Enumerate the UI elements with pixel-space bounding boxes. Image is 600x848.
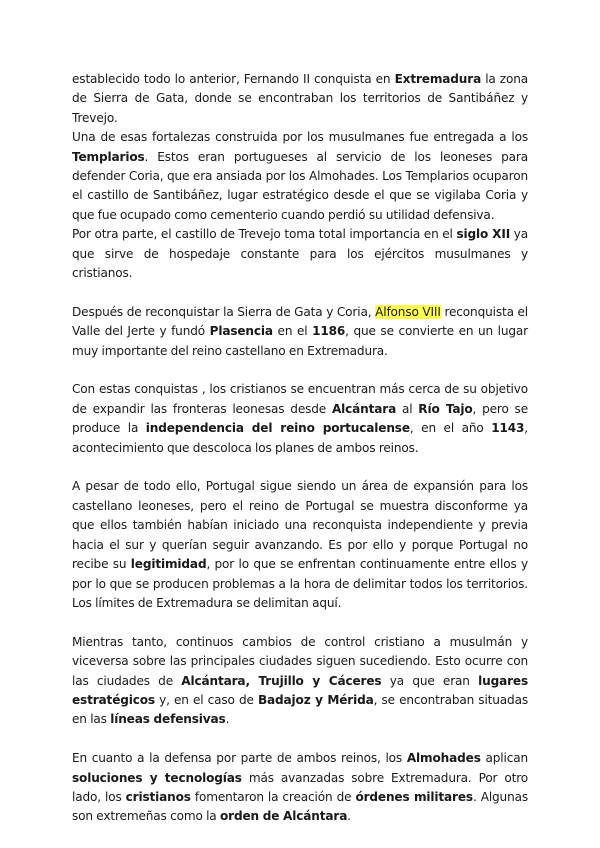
paragraph-p8 <box>72 749 528 827</box>
text-run: , en el año <box>409 421 492 436</box>
bold-text: Alcántara <box>331 401 397 416</box>
bold-text: legitimidad <box>130 557 207 572</box>
document-body <box>72 70 528 827</box>
text-run: , por lo que se enfrentan continuamente entre ellos y por lo que se producen problemas a la hora de delimitar todos los territorios. Los límites de Extremadura se delimitan aquí. <box>72 557 529 610</box>
text-run: En cuanto a la defensa por parte de ambos reinos, los <box>72 751 407 766</box>
text-run: Mientras tanto, continuos cambios de control cristiano a musulmán y viceversa sobre las principales ciudades siguen sucediendo. Esto ocurre con las ciudades de <box>72 634 528 688</box>
highlighted-text: Alfonso VIII <box>375 304 441 319</box>
bold-text: independencia del reino portucalense <box>145 421 410 436</box>
bold-text: orden de Alcántara <box>219 809 348 824</box>
text-run: Por otra parte, el castillo de Trevejo toma total importancia en el <box>72 227 457 242</box>
bold-text: soluciones y tecnologías <box>72 770 242 785</box>
paragraph-p1 <box>72 70 528 128</box>
bold-text: Río Tajo <box>418 401 473 416</box>
bold-text: 1143 <box>491 421 525 436</box>
text-run: , acontecimiento que descoloca los planes de ambos reinos. <box>72 421 528 455</box>
text-run: , que se convierte en un lugar muy importante del reino castellano en Extremadura. <box>72 324 528 358</box>
paragraph-spacer <box>72 613 528 632</box>
text-run: más avanzadas sobre Extremadura. Por otro lado, los <box>72 770 529 804</box>
text-run: Con estas conquistas , los cristianos se encuentran más cerca de su objetivo de expandir las fronteras leonesas desde <box>72 382 528 416</box>
text-run: Una de esas fortalezas construida por los musulmanes fue entregada a los <box>72 130 528 145</box>
paragraph-spacer <box>72 361 528 380</box>
paragraph-spacer <box>72 730 528 749</box>
text-run: reconquista el Valle del Jerte y fundó <box>72 304 529 339</box>
paragraph-spacer <box>72 458 528 477</box>
text-run: , se encontraban situadas en las <box>72 692 528 727</box>
paragraph-p6 <box>72 477 528 613</box>
text-run: Después de reconquistar la Sierra de Gata y Coria, <box>72 304 376 319</box>
text-run: fomentaron la creación de <box>190 789 356 804</box>
text-run: . <box>225 712 230 727</box>
text-run: . <box>347 809 351 824</box>
bold-text: siglo XII <box>456 227 511 242</box>
bold-text: Almohades <box>406 751 481 766</box>
text-run: al <box>396 401 419 416</box>
bold-text: órdenes militares <box>355 789 473 804</box>
text-run: , pero se produce la <box>72 401 528 436</box>
text-run: . Estos eran portugueses al servicio de los leoneses para defender Coria, que era ansiada por los Almohades. Los Templarios ocuparon el castillo de Santibáñez, lugar estratégico desde el que se vigilaba Coria y que fue ocupado como cementerio cuando perdió su utilidad defensiva. <box>72 149 528 222</box>
paragraph-p2 <box>72 128 528 225</box>
bold-text: líneas defensivas <box>110 712 226 727</box>
paragraph-p3 <box>72 225 528 283</box>
text-run: ya que eran <box>381 673 479 688</box>
text-run: establecido todo lo anterior, Fernando II conquista en <box>72 72 395 86</box>
bold-text: lugares estratégicos <box>72 673 528 707</box>
text-run: A pesar de todo ello, Portugal sigue siendo un área de expansión para los castellano leoneses, pero el reino de Portugal se muestra disconforme ya que ellos también habían iniciado una reconquista independiente y previa hacia el sur y querían seguir avanzando. Es por ello y porque Portugal no recibe su <box>72 479 528 572</box>
text-run: y, en el caso de <box>154 692 258 707</box>
bold-text: cristianos <box>125 789 191 804</box>
text-run: . Algunas son extremeñas como la <box>72 789 528 824</box>
text-run: aplican <box>480 751 528 766</box>
bold-text: Alcántara, Trujillo y Cáceres <box>181 673 382 688</box>
text-run: la zona de Sierra de Gata, donde se encontraban los territorios de Santibáñez y Trevejo. <box>72 72 529 125</box>
bold-text: Extremadura <box>394 72 482 86</box>
paragraph-p4 <box>72 303 528 361</box>
paragraph-spacer <box>72 283 528 302</box>
text-run: en el <box>272 324 313 339</box>
text-run: ya que sirve de hospedaje constante para los ejércitos musulmanes y cristianos. <box>72 227 529 281</box>
paragraph-p5 <box>72 380 528 458</box>
bold-text: 1186 <box>312 324 346 339</box>
paragraph-p7 <box>72 633 528 730</box>
bold-text: Plasencia <box>209 324 273 339</box>
bold-text: Templarios <box>72 149 145 164</box>
bold-text: Badajoz y Mérida <box>257 692 374 707</box>
